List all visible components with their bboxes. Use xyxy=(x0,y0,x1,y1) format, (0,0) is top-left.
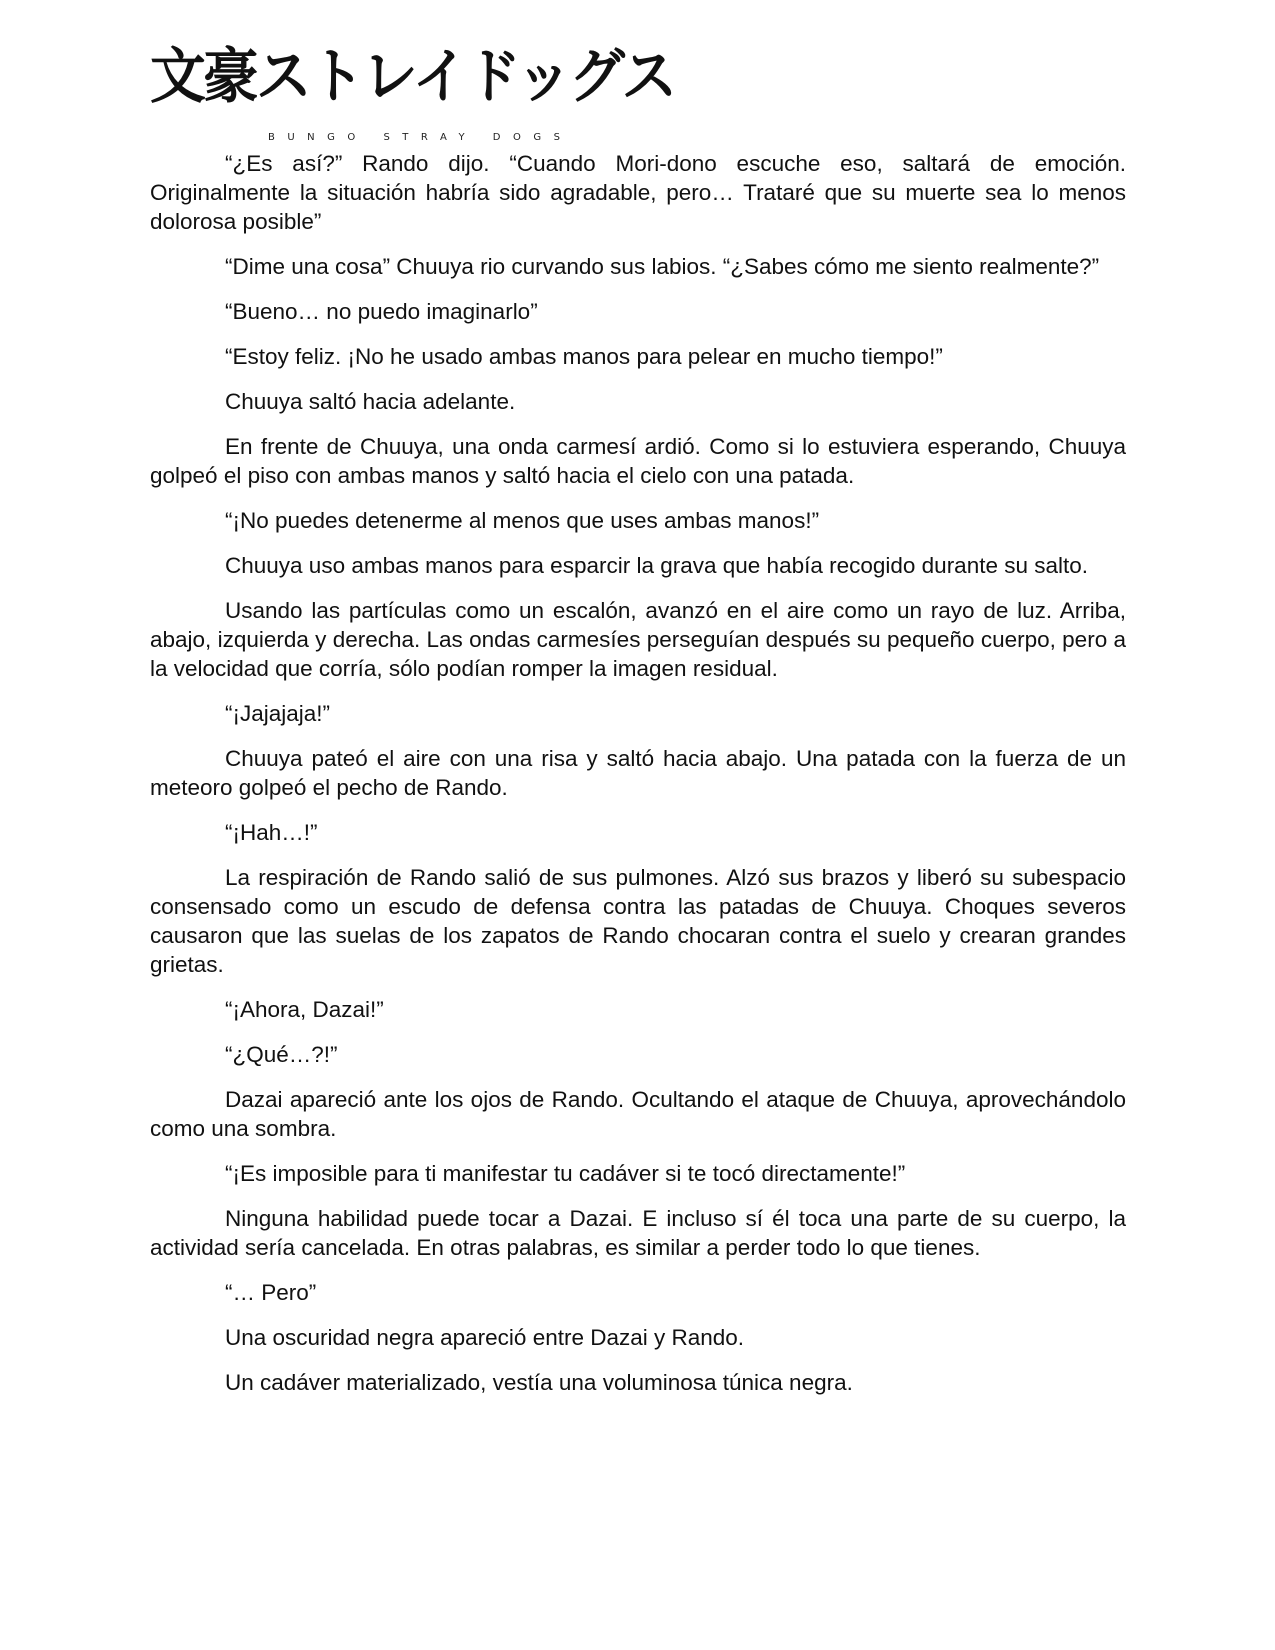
paragraph: “¡Jajajaja!” xyxy=(225,701,331,726)
page-header xyxy=(150,40,710,150)
paragraph: “¡No puedes detenerme al menos que uses ambas manos!” xyxy=(225,508,820,533)
logo-japanese-title: 文豪ストレイドッグス xyxy=(150,42,675,112)
paragraph: Chuuya pateó el aire con una risa y saltó hacia abajo. Una patada con la fuerza de un meteoro golpeó el pecho de Rando. xyxy=(150,746,1126,800)
paragraph: Un cadáver materializado, vestía una voluminosa túnica negra. xyxy=(225,1370,853,1395)
paragraph: “¡Hah…!” xyxy=(225,820,318,845)
paragraph: En frente de Chuuya, una onda carmesí ardió. Como si lo estuviera esperando, Chuuya golpeó el piso con ambas manos y saltó hacia el cielo con una patada. xyxy=(150,434,1126,488)
paragraph: “Estoy feliz. ¡No he usado ambas manos para pelear en mucho tiempo!” xyxy=(225,344,943,369)
logo-english-subtitle: BUNGO STRAY DOGS xyxy=(268,132,573,143)
paragraph: Chuuya saltó hacia adelante. xyxy=(225,389,516,414)
paragraph: “… Pero” xyxy=(225,1280,317,1305)
body-text xyxy=(150,149,1126,1413)
paragraph: Dazai apareció ante los ojos de Rando. Ocultando el ataque de Chuuya, aprovechándolo como una sombra. xyxy=(150,1087,1126,1141)
paragraph: Una oscuridad negra apareció entre Dazai y Rando. xyxy=(225,1325,745,1350)
paragraph: “¿Es así?” Rando dijo. “Cuando Mori-dono escuche eso, saltará de emoción. Originalmente la situación habría sido agradable, pero… Trataré que su muerte sea lo menos dolorosa posible” xyxy=(150,151,1126,234)
paragraph: La respiración de Rando salió de sus pulmones. Alzó sus brazos y liberó su subespacio consensado como un escudo de defensa contra las patadas de Chuuya. Choques severos causaron que las suelas de los zapatos de Rando chocaran contra el suelo y crearan grandes grietas. xyxy=(150,865,1126,977)
paragraph: “Bueno… no puedo imaginarlo” xyxy=(225,299,538,324)
paragraph: “¡Es imposible para ti manifestar tu cadáver si te tocó directamente!” xyxy=(225,1161,906,1186)
paragraph: “¡Ahora, Dazai!” xyxy=(225,997,384,1022)
paragraph: Chuuya uso ambas manos para esparcir la grava que había recogido durante su salto. xyxy=(225,553,1089,578)
paragraph: “¿Qué…?!” xyxy=(225,1042,338,1067)
paragraph: Ninguna habilidad puede tocar a Dazai. E incluso sí él toca una parte de su cuerpo, la actividad sería cancelada. En otras palabras, es similar a perder todo lo que tienes. xyxy=(150,1206,1126,1260)
paragraph: “Dime una cosa” Chuuya rio curvando sus labios. “¿Sabes cómo me siento realmente?” xyxy=(225,254,1100,279)
paragraph: Usando las partículas como un escalón, avanzó en el aire como un rayo de luz. Arriba, abajo, izquierda y derecha. Las ondas carmesíes perseguían después su pequeño cuerpo, pero a la velocidad que corría, sólo podían romper la imagen residual. xyxy=(150,598,1126,681)
